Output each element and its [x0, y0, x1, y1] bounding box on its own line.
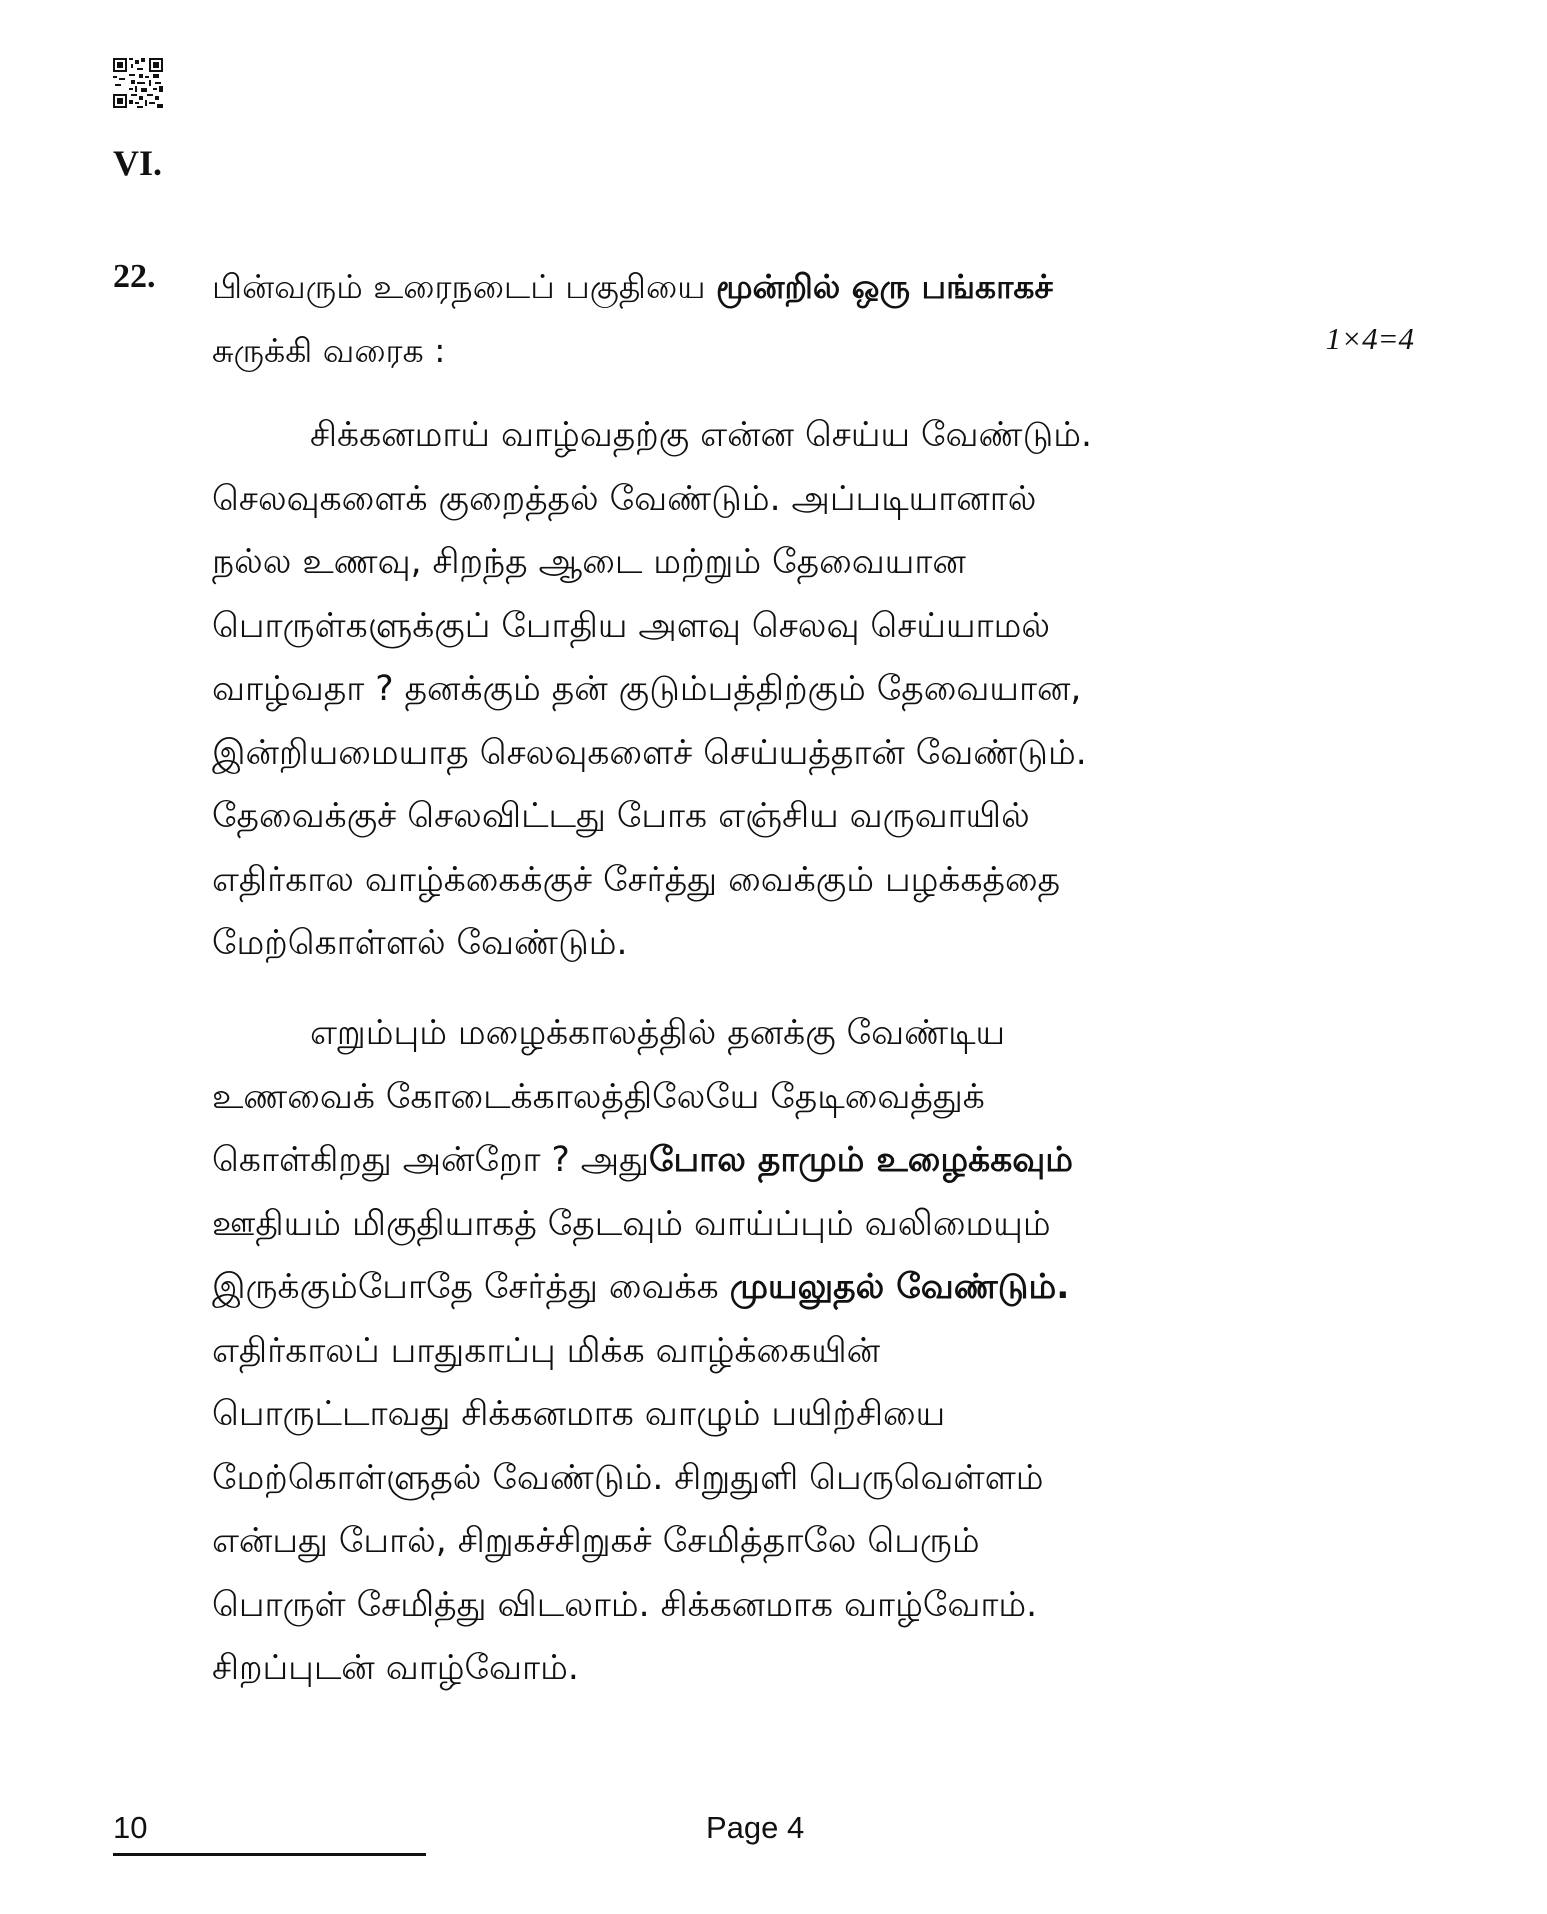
passage-line: பொருள் சேமித்து விடலாம். சிக்கனமாக வாழ்வோம்.: [212, 1584, 1038, 1625]
instruction-text: பின்வரும் உரைநடைப் பகுதியை: [212, 267, 716, 306]
passage-line: ஊதியம் மிகுதியாகத் தேடவும் வாய்ப்பும் வலிமையும்: [212, 1203, 1051, 1244]
question-instruction: [212, 255, 1342, 383]
passage-line: உணவைக் கோடைக்காலத்திலேயே தேடிவைத்துக்: [212, 1076, 985, 1117]
qr-code-icon: [113, 58, 163, 108]
passage-line: சிக்கனமாய் வாழ்வதற்கு என்ன செய்ய வேண்டும்.: [310, 415, 1092, 455]
passage-line: எதிர்காலப் பாதுகாப்பு மிக்க வாழ்க்கையின்: [212, 1330, 881, 1371]
passage-line: என்பது போல், சிறுகச்சிறுகச் சேமித்தாலே பெரும்: [212, 1521, 980, 1561]
passage-bold-text: போல தாமும் உழைக்கவும்: [649, 1140, 1074, 1180]
passage-paragraph-1: [212, 404, 1342, 976]
passage-line: எதிர்கால வாழ்க்கைக்குச் சேர்த்து வைக்கும் பழக்கத்தை: [212, 859, 1061, 900]
passage-line: செலவுகளைக் குறைத்தல் வேண்டும். அப்படியானால்: [212, 478, 1037, 519]
passage-line: இன்றியமையாத செலவுகளைச் செய்யத்தான் வேண்டும்.: [212, 732, 1087, 773]
marks-allocation: 1×4=4: [1325, 321, 1414, 356]
passage-line: எறும்பும் மழைக்காலத்தில் தனக்கு வேண்டிய: [310, 1013, 1006, 1053]
question-number: 22.: [113, 258, 156, 295]
passage-text: கொள்கிறது அன்றோ ? அது: [212, 1140, 650, 1180]
page-number: Page 4: [706, 1810, 805, 1845]
passage-line: சிறப்புடன் வாழ்வோம்.: [212, 1648, 579, 1688]
section-label: VI.: [113, 143, 163, 183]
page-count: 10: [113, 1810, 148, 1845]
passage-text: இருக்கும்போதே சேர்த்து வைக்க: [212, 1267, 730, 1307]
passage-line: மேற்கொள்ளல் வேண்டும்.: [212, 923, 628, 963]
passage-line: மேற்கொள்ளுதல் வேண்டும். சிறுதுளி பெருவெள்ளம்: [212, 1457, 1044, 1498]
passage-line: நல்ல உணவு, சிறந்த ஆடை மற்றும் தேவையான: [212, 542, 966, 582]
instruction-emphasis: மூன்றில் ஒரு பங்காகச்: [715, 267, 1053, 306]
footer-rule: [113, 1853, 426, 1856]
passage-line: தேவைக்குச் செலவிட்டது போக எஞ்சிய வருவாயில்: [212, 796, 1030, 836]
passage-line: [212, 1256, 1342, 1320]
passage-line: [212, 1129, 1342, 1193]
instruction-text-line2: சுருக்கி வரைக :: [212, 331, 446, 370]
passage-line: வாழ்வதா ? தனக்கும் தன் குடும்பத்திற்கும் தேவையான,: [212, 669, 1082, 709]
passage-line: பொருள்களுக்குப் போதிய அளவு செலவு செய்யாமல்: [212, 605, 1050, 646]
passage-bold-text: முயலுதல் வேண்டும்.: [729, 1267, 1070, 1307]
passage-line: பொருட்டாவது சிக்கனமாக வாழும் பயிற்சியை: [212, 1394, 946, 1434]
passage-paragraph-2: [212, 1002, 1342, 1701]
